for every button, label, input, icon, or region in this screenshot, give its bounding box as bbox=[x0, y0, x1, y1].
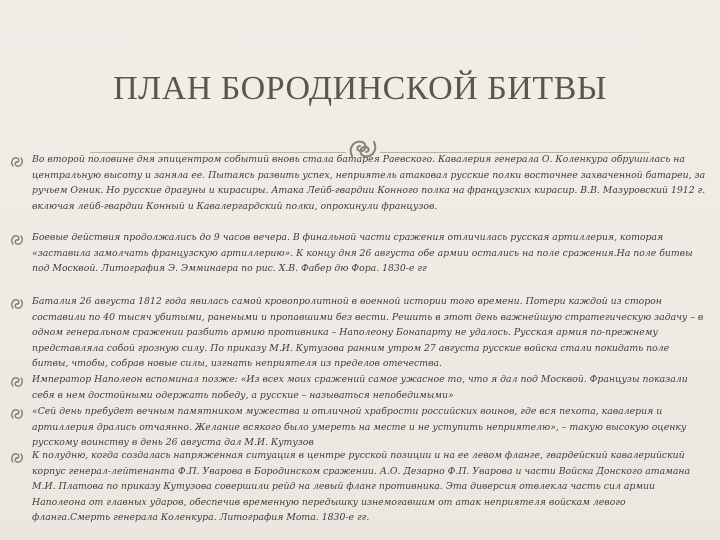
curl-bullet-icon bbox=[10, 374, 24, 388]
list-item bbox=[10, 230, 706, 277]
curl-bullet-icon bbox=[10, 296, 24, 310]
curl-bullet-icon bbox=[10, 232, 24, 246]
list-item bbox=[10, 152, 706, 214]
paragraph-text: «Сей день пребудет вечным памятником мужества и отличной храбрости российских воинов, где вся пехота, кавалерия и артиллерия дрались отчаянно. Желание всякого было умереть на месте и не уступить неприятелю», – такую высокую оценку русскому воинству в день 26 августа дал М.И. Кутузов bbox=[32, 406, 687, 449]
curl-bullet-icon bbox=[10, 154, 24, 168]
paragraph-text: Баталия 26 августа 1812 года явилась самой кровопролитной в военной истории того времени. Потери каждой из сторон составили по 40 тысяч убитыми, ранеными и пропавшими без вести. Решить в этот день важнейшую стратегическую задачу – в одном генеральном сражении разбить армию противника – Наполеону Бонапарту не удалось. Русская армия по-прежнему представляла собой грозную силу. По приказу М.И. Кутузова ранним утром 27 августа русские войска стали покидать поле битвы, чтобы, собрав новые силы, изгнать неприятеля из пределов отечества. bbox=[32, 296, 704, 370]
list-item bbox=[10, 294, 706, 372]
curl-bullet-icon bbox=[10, 406, 24, 420]
paragraph-text: Боевые действия продолжались до 9 часов вечера. В финальной части сражения отличилась русская артиллерия, которая «заставила замолчать французскую артиллерию». К концу дня 26 августа обе армии остались на поле сражения.На поле битвы под Москвой. Литография Э. Эмминаера по рис. Х.В. Фабер дю Фора. 1830-е гг bbox=[32, 232, 693, 275]
list-item bbox=[10, 404, 706, 451]
list-item bbox=[10, 448, 706, 526]
paragraph-text: Во второй половине дня эпицентром событий вновь стала батарея Раевского. Кавалерия генерала О. Коленкура обрушилась на центральную высоту и заняла ее. Пытаясь развить успех, неприятель атаковал русские полки восточнее захваченной батареи, за ручьем Огник. Но русские драгуны и кирасиры. Атака Лейб-гвардии Конного полка на французских кирасир. В.В. Мазуровский 1912 г. включая лейб-гвардии Конный и Кавалергардский полки, опрокинули французов. bbox=[32, 154, 706, 212]
slide-title: ПЛАН БОРОДИНСКОЙ БИТВЫ bbox=[113, 70, 607, 107]
list-item bbox=[10, 372, 706, 403]
paragraph-text: Император Наполеон вспоминал позже: «Из всех моих сражений самое ужасное то, что я дал под Москвой. Французы показали себя в нем достойными одержать победу, а русские – называться непобедимыми» bbox=[32, 374, 688, 401]
paragraph-text: К полудню, когда создалась напряженная ситуация в центре русской позиции и на ее левом фланге, гвардейский кавалерийский корпус генерал-лейтенанта Ф.П. Уварова в Бородинском сражении. А.О. Дезарно Ф.П. Уварова и части Войска Донского атамана М.И. Платова по приказу Кутузова совершили рейд на левый фланг противника. Эта диверсия отвлекла часть сил армии Наполеона от главных ударов, обеспечив временную передышку изнемогавшим от атак неприятеля войскам левого фланга.Смерть генерала Коленкура. Литография Мота. 1830-е гг. bbox=[32, 450, 691, 524]
curl-bullet-icon bbox=[10, 450, 24, 464]
